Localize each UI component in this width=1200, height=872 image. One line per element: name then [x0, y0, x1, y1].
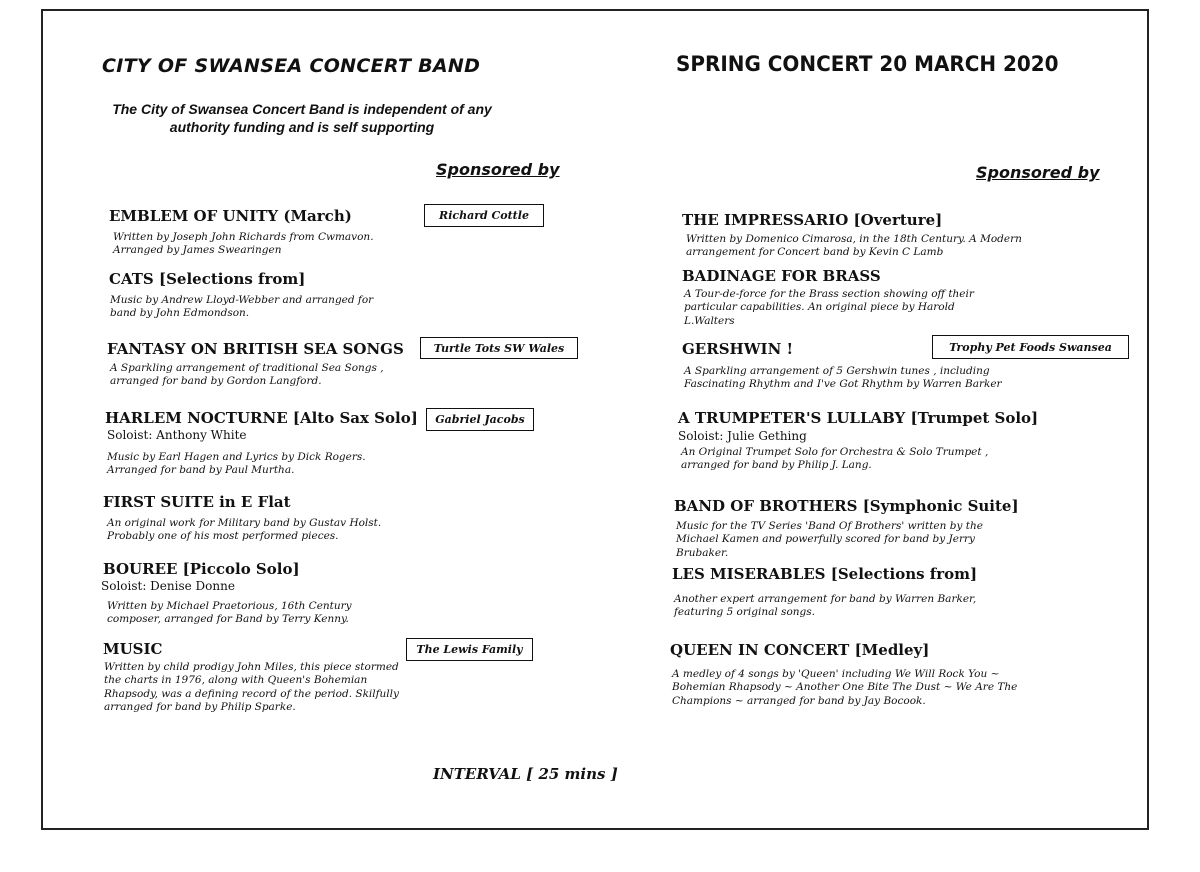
band-title: CITY OF SWANSEA CONCERT BAND [102, 55, 481, 77]
piece-title: MUSIC [103, 640, 163, 658]
piece-description: A Sparkling arrangement of 5 Gershwin tunes , including Fascinating Rhythm and I've Got Rhythm by Warren Barker [684, 365, 1002, 391]
sponsor-box: Gabriel Jacobs [426, 408, 534, 431]
piece-title: HARLEM NOCTURNE [Alto Sax Solo] [105, 409, 418, 427]
piece-title: BOUREE [Piccolo Solo] [103, 560, 300, 578]
piece-description: A medley of 4 songs by 'Queen' including We Will Rock You ~ Bohemian Rhapsody ~ Another One Bite The Dust ~ We Are The Champions ~ arranged for band by Jay Bocook. [672, 668, 1018, 707]
piece-description: Another expert arrangement for band by Warren Barker, featuring 5 original songs. [674, 593, 977, 619]
piece-description: A Tour-de-force for the Brass section showing off their particular capabilities. An original piece by Harold L.Walters [684, 288, 974, 327]
intro-text [92, 100, 512, 136]
sponsor-box: Turtle Tots SW Wales [420, 337, 578, 359]
piece-description: Music by Andrew Lloyd-Webber and arranged for band by John Edmondson. [110, 294, 374, 320]
soloist: Soloist: Anthony White [107, 428, 247, 442]
piece-description: Written by child prodigy John Miles, this piece stormed the charts in 1976, along with Queen's Bohemian Rhapsody, was a defining record of the period. Skilfully arranged for band by Philip Sparke. [104, 661, 399, 713]
piece-description: An Original Trumpet Solo for Orchestra & Solo Trumpet , arranged for band by Philip J. Lang. [681, 446, 989, 472]
intro-line-1: The City of Swansea Concert Band is independent of any [112, 101, 492, 117]
sponsor-box: Richard Cottle [424, 204, 544, 227]
piece-description: Written by Domenico Cimarosa, in the 18th Century. A Modern arrangement for Concert band by Kevin C Lamb [686, 233, 1022, 259]
intro-line-2: authority funding and is self supporting [169, 119, 435, 135]
piece-title: GERSHWIN ! [682, 340, 794, 358]
piece-description: An original work for Military band by Gustav Holst. Probably one of his most performed pieces. [107, 517, 382, 543]
piece-description: Music for the TV Series 'Band Of Brothers' written by the Michael Kamen and powerfully scored for band by Jerry Brubaker. [676, 520, 983, 559]
sponsored-by-heading-right: Sponsored by [976, 163, 1100, 182]
piece-description: Written by Michael Praetorious, 16th Century composer, arranged for Band by Terry Kenny. [107, 600, 352, 626]
soloist: Soloist: Julie Gething [678, 429, 807, 443]
piece-title: BADINAGE FOR BRASS [682, 267, 881, 285]
piece-description: Music by Earl Hagen and Lyrics by Dick Rogers. Arranged for band by Paul Murtha. [107, 451, 366, 477]
piece-title: THE IMPRESSARIO [Overture] [682, 211, 943, 229]
piece-description: A Sparkling arrangement of traditional Sea Songs , arranged for band by Gordon Langford. [110, 362, 384, 388]
piece-title: A TRUMPETER'S LULLABY [Trumpet Solo] [678, 409, 1039, 427]
sponsor-box: Trophy Pet Foods Swansea [932, 335, 1129, 359]
piece-title: EMBLEM OF UNITY (March) [109, 207, 352, 225]
piece-title: FIRST SUITE in E Flat [103, 493, 291, 511]
piece-title: LES MISERABLES [Selections from] [672, 565, 978, 583]
piece-title: QUEEN IN CONCERT [Medley] [670, 641, 930, 659]
piece-description: Written by Joseph John Richards from Cwmavon. Arranged by James Swearingen [113, 231, 374, 257]
sponsored-by-heading-left: Sponsored by [436, 160, 560, 179]
soloist: Soloist: Denise Donne [101, 579, 235, 593]
interval-label: INTERVAL [ 25 mins ] [433, 765, 618, 783]
piece-title: FANTASY ON BRITISH SEA SONGS [107, 340, 404, 358]
sponsor-box: The Lewis Family [406, 638, 533, 661]
piece-title: BAND OF BROTHERS [Symphonic Suite] [674, 497, 1019, 515]
piece-title: CATS [Selections from] [109, 270, 306, 288]
concert-title: SPRING CONCERT 20 MARCH 2020 [676, 52, 1059, 76]
